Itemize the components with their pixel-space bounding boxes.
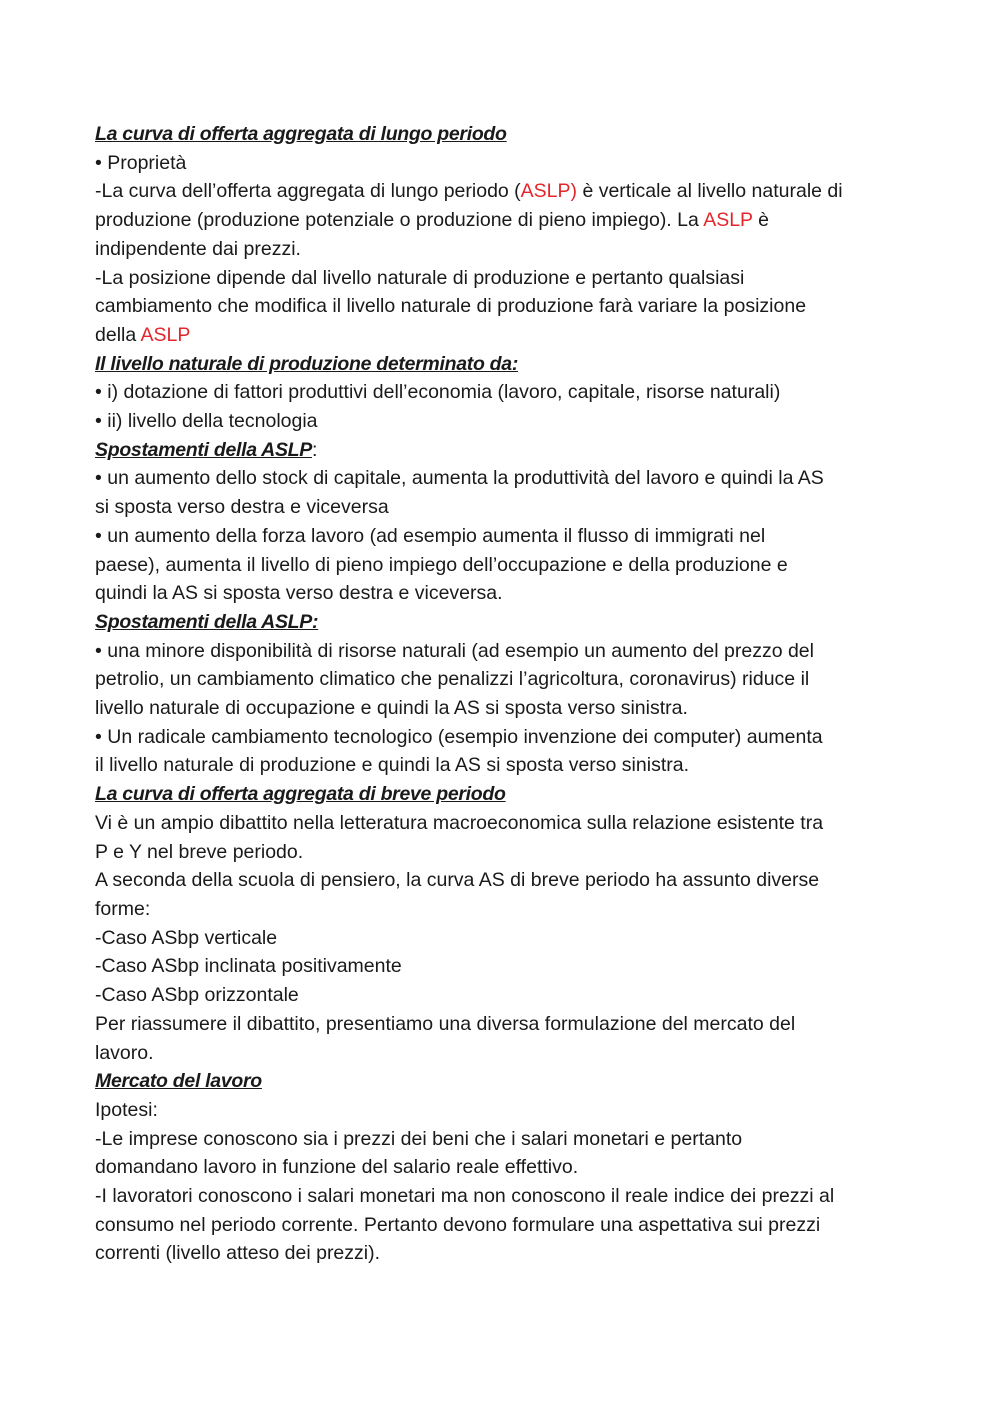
paragraph-summary	[95, 1010, 910, 1067]
heading-aslp-shifts-2: Spostamenti della ASLP:	[95, 610, 319, 633]
text-fragment: produzione (produzione potenziale o produzione di pieno impiego). La	[95, 209, 704, 232]
heading-aslp-shifts: Spostamenti della ASLP	[95, 438, 312, 461]
bullet-natural-resources	[95, 637, 910, 723]
text-line: indipendente dai prezzi.	[95, 237, 301, 260]
text-line: correnti (livello atteso dei prezzi).	[95, 1242, 381, 1265]
case-positive-slope: -Caso ASbp inclinata positivamente	[95, 955, 402, 978]
bullet-properties: • Proprietà	[95, 151, 187, 174]
document-page	[95, 120, 910, 1268]
text-line: Per riassumere il dibattito, presentiamo una diversa formulazione del mercato del	[95, 1012, 796, 1035]
paragraph-workers	[95, 1182, 910, 1268]
hypotheses-label: Ipotesi:	[95, 1098, 158, 1121]
text-line: livello naturale di occupazione e quindi la AS si sposta verso sinistra.	[95, 697, 688, 720]
paragraph-aslp-position	[95, 264, 910, 350]
text-fragment: è verticale al livello naturale di	[577, 180, 843, 203]
text-line: forme:	[95, 897, 151, 920]
heading-colon: :	[311, 438, 318, 461]
text-line: -I lavoratori conoscono i salari monetari ma non conoscono il reale indice dei prezzi al	[95, 1185, 835, 1208]
heading-labor-market: Mercato del lavoro	[95, 1070, 262, 1093]
case-horizontal: -Caso ASbp orizzontale	[95, 984, 299, 1007]
paragraph-aslp-vertical	[95, 177, 910, 263]
text-line: P e Y nel breve periodo.	[95, 840, 304, 863]
text-line: paese), aumenta il livello di pieno impiego dell’occupazione e della produzione e	[95, 553, 788, 576]
case-vertical: -Caso ASbp verticale	[95, 926, 278, 949]
text-line: -La posizione dipende dal livello naturale di produzione e pertanto qualsiasi	[95, 266, 745, 289]
text-line: • una minore disponibilità di risorse naturali (ad esempio un aumento del prezzo del	[95, 639, 814, 662]
text-line: • un aumento della forza lavoro (ad esempio aumenta il flusso di immigrati nel	[95, 524, 766, 547]
heading-natural-output: Il livello naturale di produzione determinato da:	[95, 352, 519, 375]
heading-as-short-run: La curva di offerta aggregata di breve periodo	[95, 783, 506, 806]
bullet-capital-stock	[95, 464, 910, 521]
text-fragment: della	[95, 323, 141, 346]
text-line: consumo nel periodo corrente. Pertanto devono formulare una aspettativa sui prezzi	[95, 1213, 821, 1236]
bullet-factor-endowment: • i) dotazione di fattori produttivi dell’economia (lavoro, capitale, risorse naturali)	[95, 381, 781, 404]
paragraph-debate	[95, 809, 910, 866]
text-line: domandano lavoro in funzione del salario reale effettivo.	[95, 1156, 579, 1179]
bullet-technological-change	[95, 723, 910, 780]
text-line: quindi la AS si sposta verso destra e viceversa.	[95, 582, 503, 605]
text-line: si sposta verso destra e viceversa	[95, 496, 389, 519]
text-line: • un aumento dello stock di capitale, aumenta la produttività del lavoro e quindi la AS	[95, 467, 824, 490]
text-line: lavoro.	[95, 1041, 154, 1064]
text-fragment: è	[752, 209, 769, 232]
bullet-technology: • ii) livello della tecnologia	[95, 410, 318, 433]
paragraph-firms	[95, 1125, 910, 1182]
text-line: cambiamento che modifica il livello naturale di produzione farà variare la posizione	[95, 295, 807, 318]
paragraph-schools	[95, 866, 910, 923]
text-line: • Un radicale cambiamento tecnologico (esempio invenzione dei computer) aumenta	[95, 725, 823, 748]
text-fragment: -La curva dell’offerta aggregata di lungo periodo (	[95, 180, 521, 203]
aslp-highlight: ASLP	[703, 209, 753, 232]
text-line: -Le imprese conoscono sia i prezzi dei beni che i salari monetari e pertanto	[95, 1127, 743, 1150]
text-line: Vi è un ampio dibattito nella letteratura macroeconomica sulla relazione esistente tra	[95, 811, 824, 834]
aslp-highlight: ASLP)	[520, 180, 578, 203]
heading-aslp-long-run: La curva di offerta aggregata di lungo periodo	[95, 123, 507, 145]
text-line: A seconda della scuola di pensiero, la curva AS di breve periodo ha assunto diverse	[95, 869, 820, 892]
bullet-labor-force	[95, 522, 910, 608]
aslp-highlight: ASLP	[140, 323, 191, 346]
text-line: petrolio, un cambiamento climatico che penalizzi l’agricoltura, coronavirus) riduce il	[95, 668, 810, 691]
text-line: il livello naturale di produzione e quindi la AS si sposta verso sinistra.	[95, 754, 689, 777]
